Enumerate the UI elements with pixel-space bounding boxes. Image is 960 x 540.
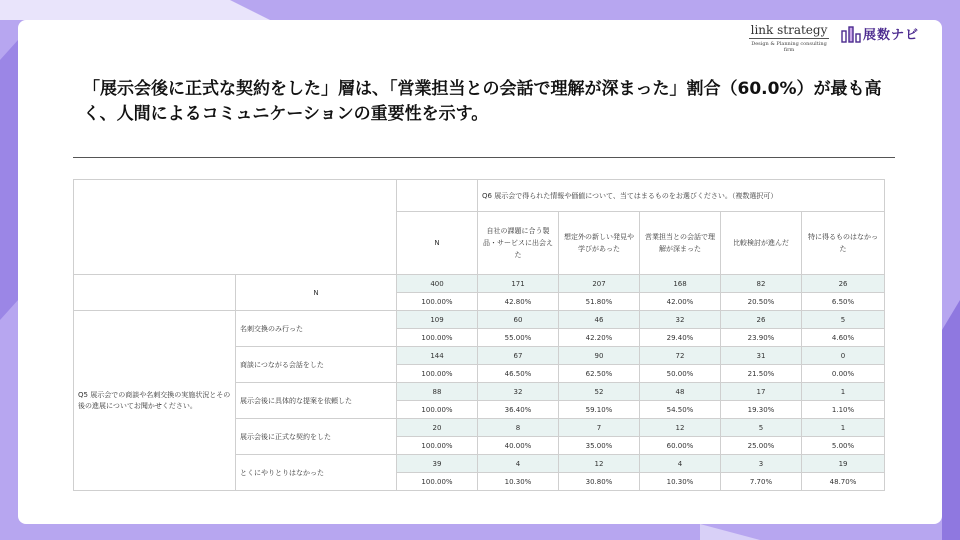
percent-cell: 100.00% xyxy=(397,437,478,455)
percent-cell: 48.70% xyxy=(802,473,885,491)
column-header: 特に得るものはなかった xyxy=(802,212,885,275)
column-header: N xyxy=(397,212,478,275)
percent-cell: 59.10% xyxy=(559,401,640,419)
row-label: 商談につながる会話をした xyxy=(236,347,397,383)
blank-cell xyxy=(74,275,236,311)
percent-cell: 100.00% xyxy=(397,401,478,419)
link-strategy-logo xyxy=(749,23,829,53)
count-cell: 144 xyxy=(397,347,478,365)
percent-cell: 29.40% xyxy=(640,329,721,347)
corner-cell xyxy=(74,180,397,275)
percent-cell: 100.00% xyxy=(397,293,478,311)
percent-cell: 62.50% xyxy=(559,365,640,383)
percent-cell: 35.00% xyxy=(559,437,640,455)
headline: 「展示会後に正式な契約をした」層は、「営業担当との会話で理解が深まった」割合（60.0%）が最も高く、人間によるコミュニケーションの重要性を示す。 xyxy=(83,79,882,124)
count-cell: 168 xyxy=(640,275,721,293)
tenji-navi-name: 展数ナビ xyxy=(863,28,920,43)
count-cell: 19 xyxy=(802,455,885,473)
percent-cell: 1.10% xyxy=(802,401,885,419)
table-row xyxy=(74,275,885,293)
count-cell: 82 xyxy=(721,275,802,293)
count-cell: 31 xyxy=(721,347,802,365)
percent-cell: 40.00% xyxy=(478,437,559,455)
column-header: 自社の課題に合う製品・サービスに出会えた xyxy=(478,212,559,275)
percent-cell: 20.50% xyxy=(721,293,802,311)
row-question: Q5 展示会での商談や名刺交換の実施状況とその後の進展についてお聞かせください。 xyxy=(74,311,236,491)
link-strategy-tagline: Design & Planning consulting firm xyxy=(751,41,827,53)
percent-cell: 42.80% xyxy=(478,293,559,311)
link-strategy-name: link strategy xyxy=(750,23,828,37)
total-row-label: N xyxy=(236,275,397,311)
count-cell: 39 xyxy=(397,455,478,473)
percent-cell: 19.30% xyxy=(721,401,802,419)
blank-header-cell xyxy=(397,180,478,212)
count-cell: 7 xyxy=(559,419,640,437)
percent-cell: 6.50% xyxy=(802,293,885,311)
row-label: 展示会後に正式な契約をした xyxy=(236,419,397,455)
count-cell: 32 xyxy=(640,311,721,329)
table-row xyxy=(74,311,885,329)
count-cell: 60 xyxy=(478,311,559,329)
count-cell: 17 xyxy=(721,383,802,401)
percent-cell: 0.00% xyxy=(802,365,885,383)
crosstab-table xyxy=(73,179,885,491)
count-cell: 207 xyxy=(559,275,640,293)
count-cell: 26 xyxy=(721,311,802,329)
percent-cell: 10.30% xyxy=(478,473,559,491)
row-label: とくにやりとりはなかった xyxy=(236,455,397,491)
count-cell: 12 xyxy=(640,419,721,437)
count-cell: 4 xyxy=(478,455,559,473)
column-header: 比較検討が進んだ xyxy=(721,212,802,275)
row-label: 展示会後に具体的な提案を依頼した xyxy=(236,383,397,419)
count-cell: 1 xyxy=(802,383,885,401)
count-cell: 46 xyxy=(559,311,640,329)
percent-cell: 10.30% xyxy=(640,473,721,491)
count-cell: 171 xyxy=(478,275,559,293)
percent-cell: 4.60% xyxy=(802,329,885,347)
percent-cell: 60.00% xyxy=(640,437,721,455)
count-cell: 4 xyxy=(640,455,721,473)
percent-cell: 42.00% xyxy=(640,293,721,311)
count-cell: 1 xyxy=(802,419,885,437)
percent-cell: 100.00% xyxy=(397,365,478,383)
percent-cell: 7.70% xyxy=(721,473,802,491)
count-cell: 12 xyxy=(559,455,640,473)
divider xyxy=(73,157,895,158)
column-header: 想定外の新しい発見や学びがあった xyxy=(559,212,640,275)
percent-cell: 5.00% xyxy=(802,437,885,455)
percent-cell: 25.00% xyxy=(721,437,802,455)
count-cell: 72 xyxy=(640,347,721,365)
count-cell: 26 xyxy=(802,275,885,293)
percent-cell: 51.80% xyxy=(559,293,640,311)
percent-cell: 23.90% xyxy=(721,329,802,347)
percent-cell: 54.50% xyxy=(640,401,721,419)
percent-cell: 36.40% xyxy=(478,401,559,419)
count-cell: 8 xyxy=(478,419,559,437)
column-question: Q6 展示会で得られた情報や価値について、当てはまるものをお選びください。（複数選択可） xyxy=(478,180,885,212)
bar-chart-logo-icon xyxy=(841,25,861,43)
row-label: 名刺交換のみ行った xyxy=(236,311,397,347)
count-cell: 109 xyxy=(397,311,478,329)
percent-cell: 100.00% xyxy=(397,329,478,347)
percent-cell: 100.00% xyxy=(397,473,478,491)
count-cell: 90 xyxy=(559,347,640,365)
percent-cell: 46.50% xyxy=(478,365,559,383)
count-cell: 5 xyxy=(721,419,802,437)
count-cell: 0 xyxy=(802,347,885,365)
count-cell: 32 xyxy=(478,383,559,401)
count-cell: 52 xyxy=(559,383,640,401)
column-header: 営業担当との会話で理解が深まった xyxy=(640,212,721,275)
percent-cell: 42.20% xyxy=(559,329,640,347)
count-cell: 88 xyxy=(397,383,478,401)
tenji-navi-logo xyxy=(841,24,919,43)
count-cell: 20 xyxy=(397,419,478,437)
count-cell: 48 xyxy=(640,383,721,401)
count-cell: 400 xyxy=(397,275,478,293)
count-cell: 3 xyxy=(721,455,802,473)
percent-cell: 30.80% xyxy=(559,473,640,491)
percent-cell: 50.00% xyxy=(640,365,721,383)
count-cell: 67 xyxy=(478,347,559,365)
slide-card xyxy=(18,20,942,524)
percent-cell: 21.50% xyxy=(721,365,802,383)
count-cell: 5 xyxy=(802,311,885,329)
percent-cell: 55.00% xyxy=(478,329,559,347)
